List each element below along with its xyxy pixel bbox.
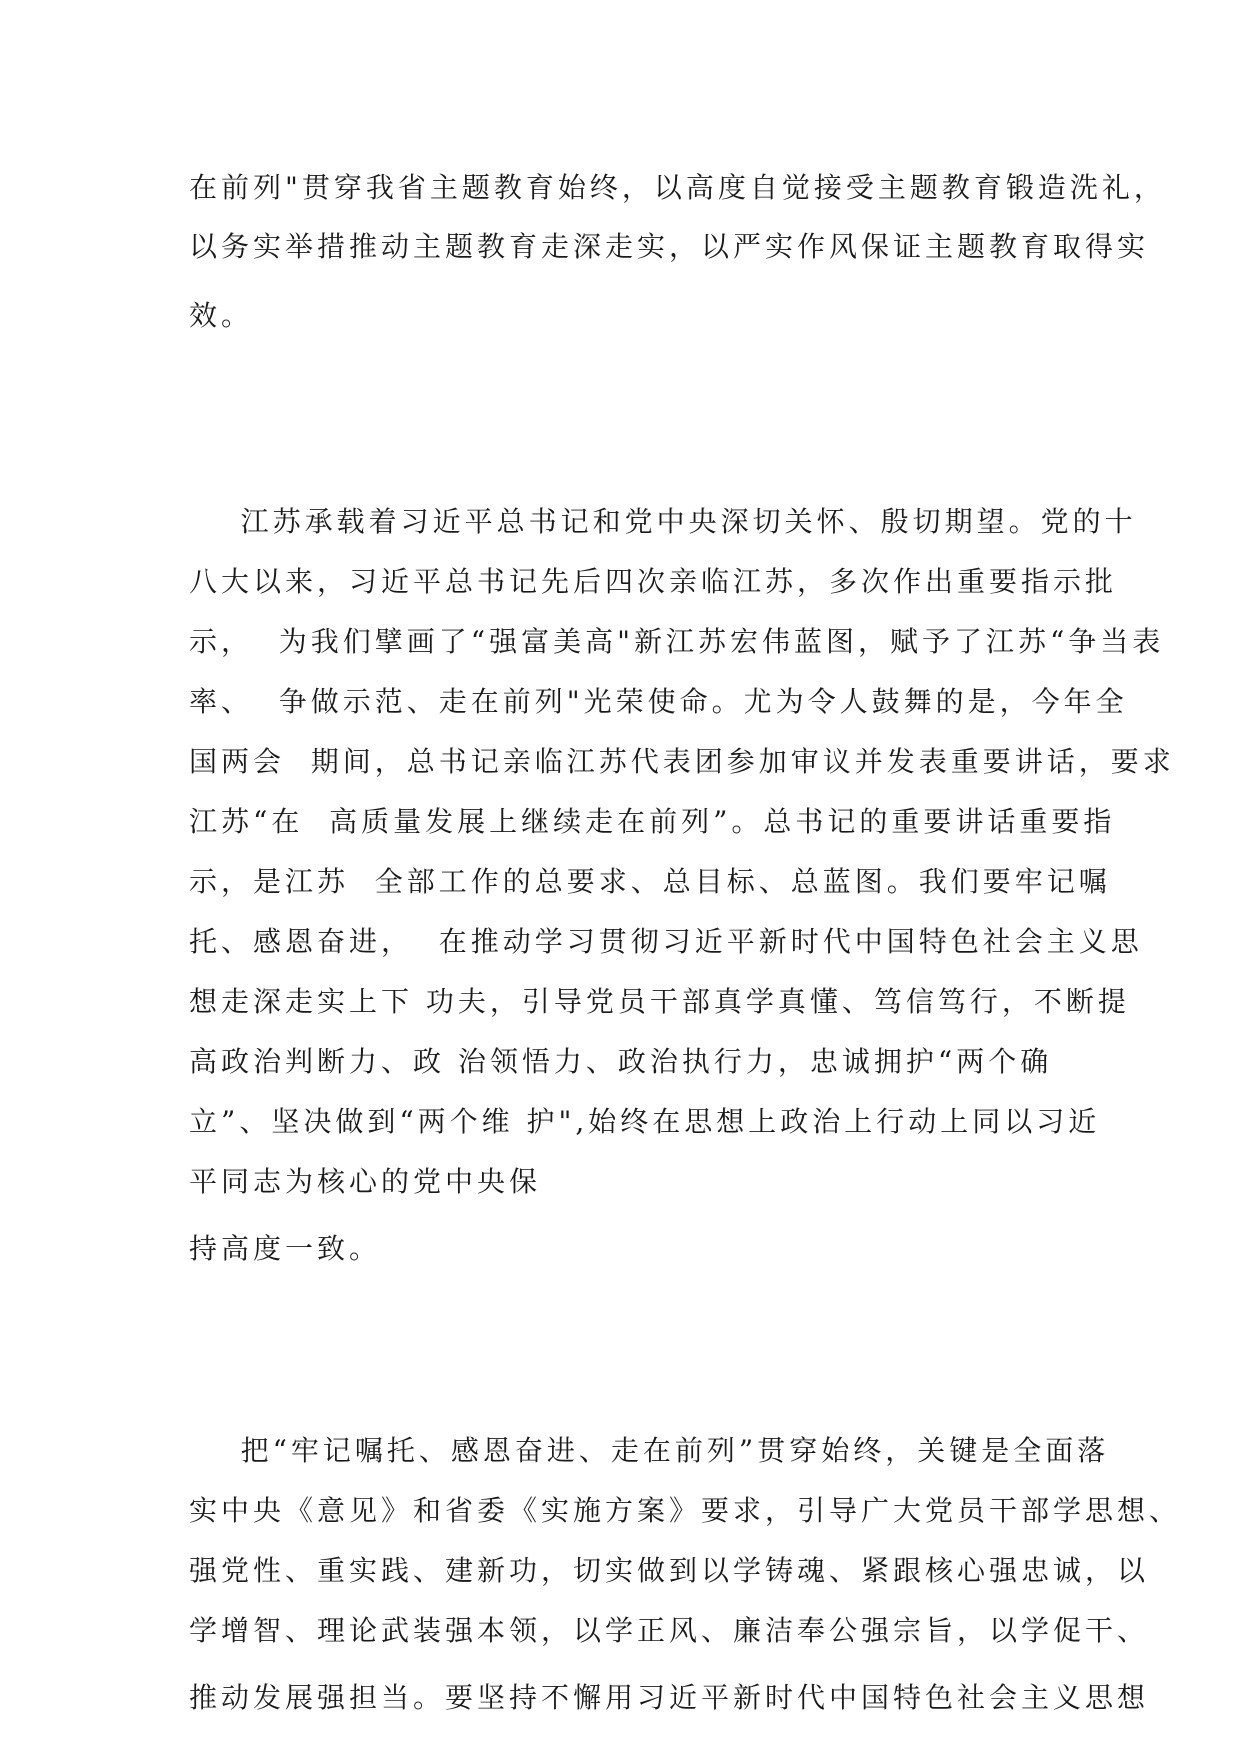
text-line: 把“牢记嘱托、感恩奋进、走在前列”贯穿始终，关键是全面落 (189, 1434, 1110, 1467)
text-line: 江苏“在 高质量发展上继续走在前列”。总书记的重要讲话重要指 (189, 805, 1116, 838)
text-line: 平同志为核心的党中央保 (189, 1165, 542, 1198)
text-line: 率、 争做示范、走在前列"光荣使命。尤为令人鼓舞的是，今年全 (189, 685, 1128, 718)
text-line: 实中央《意见》和省委《实施方案》要求，引导广大党员干部学思想、 (189, 1494, 1182, 1527)
text-line: 示，是江苏 全部工作的总要求、总目标、总蓝图。我们要牢记嘱 (189, 865, 1111, 898)
text-line: 想走深走实上下 功夫，引导党员干部真学真懂、笃信笃行，不断提 (189, 985, 1130, 1018)
text-line: 高政治判断力、政 治领悟力、政治执行力，忠诚拥护“两个确 (189, 1045, 1053, 1078)
text-line: 国两会 期间，总书记亲临江苏代表团参加审议并发表重要讲话，要求 (189, 745, 1175, 778)
text-line: 持高度一致。 (189, 1232, 382, 1265)
text-line: 江苏承载着习近平总书记和党中央深切关怀、殷切期望。党的十 (189, 505, 1137, 538)
text-line: 强党性、重实践、建新功，切实做到以学铸魂、紧跟核心强忠诚，以 (189, 1554, 1150, 1587)
text-line: 立”、坚决做到“两个维 护",始终在思想上政治上行动上同以习近 (189, 1105, 1101, 1138)
text-line: 学增智、理论武装强本领，以学正风、廉洁奉公强宗旨，以学促干、 (189, 1614, 1150, 1647)
text-line: 效。 (189, 299, 254, 332)
text-line: 示， 为我们擘画了“强富美高"新江苏宏伟蓝图，赋予了江苏“争当表 (189, 625, 1165, 658)
text-line: 推动发展强担当。要坚持不懈用习近平新时代中国特色社会主义思想 (189, 1681, 1150, 1714)
text-line: 八大以来，习近平总书记先后四次亲临江苏，多次作出重要指示批 (189, 565, 1118, 598)
text-line: 托、感恩奋进， 在推动学习贯彻习近平新时代中国特色社会主义思 (189, 925, 1143, 958)
text-line: 以务实举措推动主题教育走深走实，以严实作风保证主题教育取得实 (189, 230, 1150, 263)
text-line: 在前列"贯穿我省主题教育始终，以高度自觉接受主题教育锻造洗礼， (189, 171, 1166, 204)
